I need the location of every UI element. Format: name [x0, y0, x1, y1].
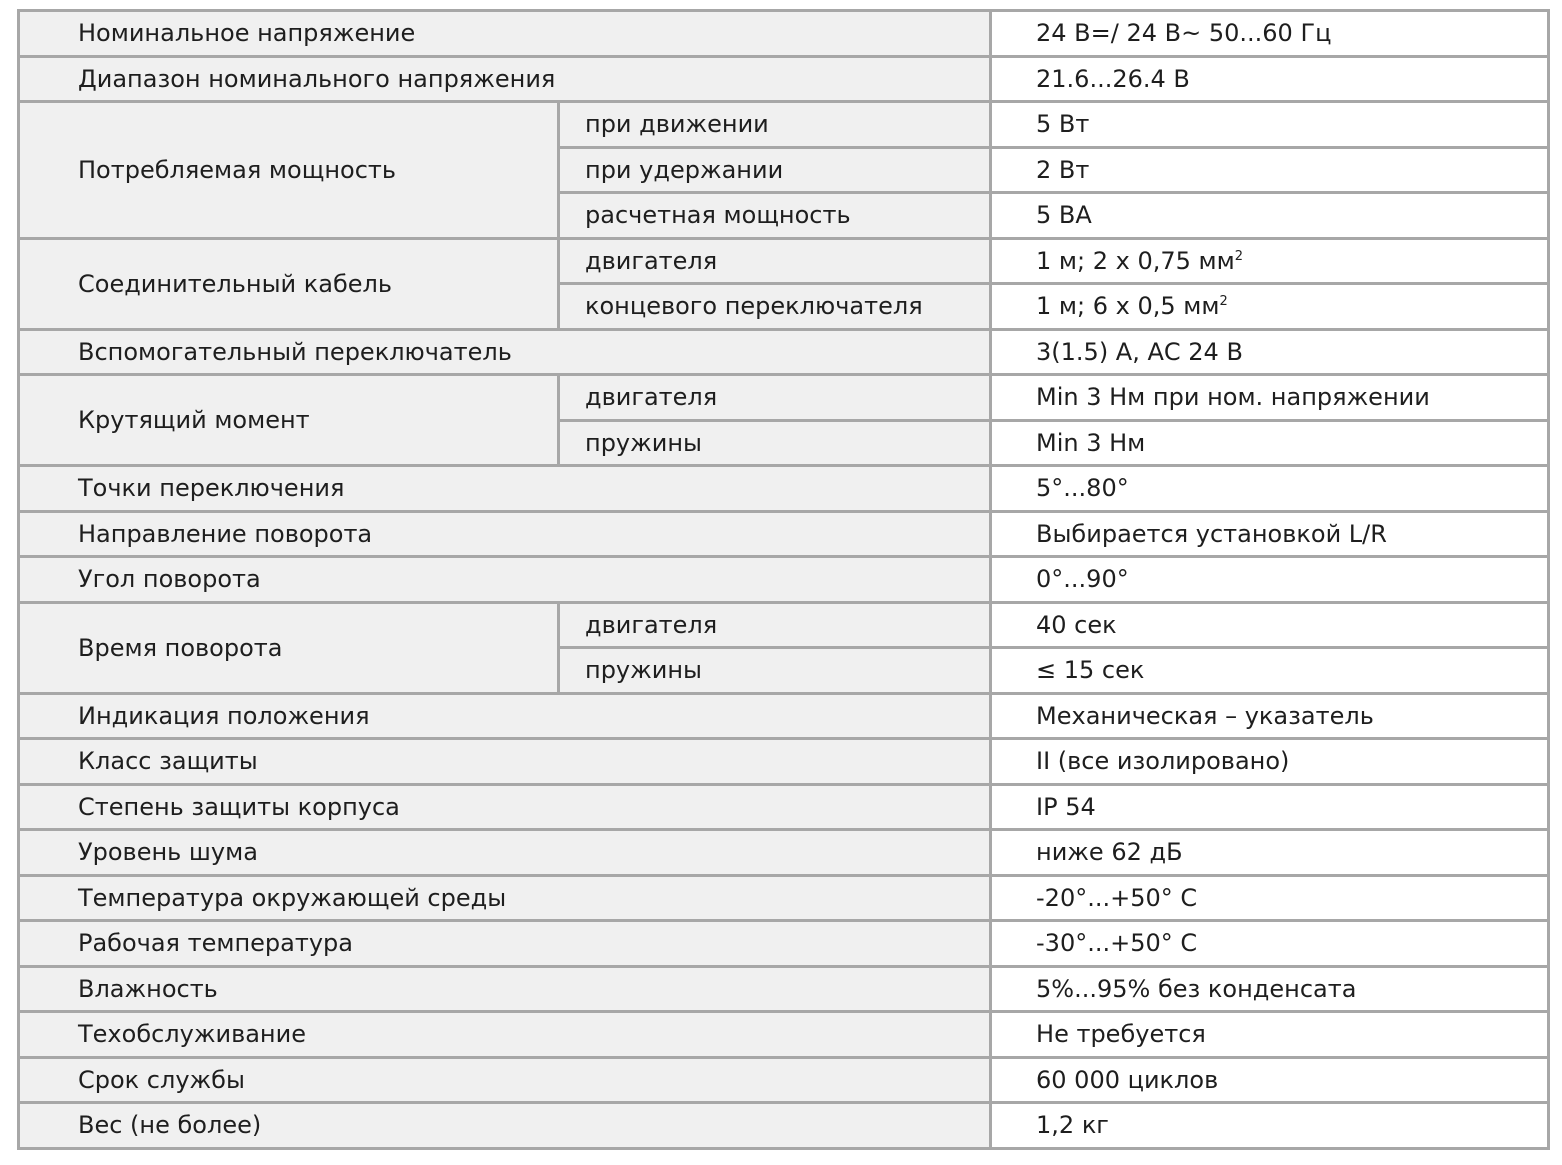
table-row — [19, 238, 1549, 284]
table-row — [19, 830, 1549, 876]
param-label: Номинальное напряжение — [19, 11, 991, 57]
table-row — [19, 921, 1549, 967]
param-label: Класс защиты — [19, 739, 991, 785]
param-label: Вспомогательный переключатель — [19, 329, 991, 375]
param-label: Угол поворота — [19, 557, 991, 603]
param-value: 21.6...26.4 В — [991, 56, 1549, 102]
param-value: -20°...+50° С — [991, 875, 1549, 921]
param-label: Уровень шума — [19, 830, 991, 876]
param-label: Вес (не более) — [19, 1103, 991, 1149]
table-row — [19, 1012, 1549, 1058]
unit-superscript: 2 — [1234, 248, 1244, 264]
param-value: IP 54 — [991, 784, 1549, 830]
sub-param-label: пружины — [559, 648, 991, 694]
spec-table-body — [19, 11, 1549, 1149]
table-row — [19, 693, 1549, 739]
sub-param-label: расчетная мощность — [559, 193, 991, 239]
sub-param-label: двигателя — [559, 238, 991, 284]
sub-param-label: двигателя — [559, 375, 991, 421]
param-label: Крутящий момент — [19, 375, 559, 466]
param-label: Температура окружающей среды — [19, 875, 991, 921]
param-value — [991, 102, 1549, 148]
spec-table — [17, 9, 1550, 1150]
param-value — [991, 238, 1549, 284]
table-row — [19, 784, 1549, 830]
param-label: Потребляемая мощность — [19, 102, 559, 239]
param-label: Техобслуживание — [19, 1012, 991, 1058]
table-row — [19, 557, 1549, 603]
table-row — [19, 375, 1549, 421]
sub-param-label: двигателя — [559, 602, 991, 648]
table-row — [19, 56, 1549, 102]
param-value: Выбирается установкой L/R — [991, 511, 1549, 557]
param-value-text: 5 ВА — [1036, 201, 1092, 230]
sub-param-label: пружины — [559, 420, 991, 466]
param-label: Время поворота — [19, 602, 559, 693]
sub-param-label: при движении — [559, 102, 991, 148]
param-value-text: ≤ 15 сек — [1036, 656, 1145, 685]
table-row — [19, 875, 1549, 921]
param-label: Соединительный кабель — [19, 238, 559, 329]
table-row — [19, 11, 1549, 57]
param-label: Диапазон номинального напряжения — [19, 56, 991, 102]
table-row — [19, 602, 1549, 648]
param-value: 5%...95% без конденсата — [991, 966, 1549, 1012]
param-value-text: 40 сек — [1036, 610, 1117, 639]
param-value — [991, 193, 1549, 239]
param-value-text: 1 м; 2 х 0,75 мм — [1036, 246, 1235, 275]
table-row — [19, 329, 1549, 375]
param-value: 3(1.5) А, АС 24 В — [991, 329, 1549, 375]
param-value-text: 2 Вт — [1036, 155, 1090, 184]
param-label: Рабочая температура — [19, 921, 991, 967]
param-label: Индикация положения — [19, 693, 991, 739]
table-row — [19, 511, 1549, 557]
param-label: Срок службы — [19, 1057, 991, 1103]
param-value — [991, 648, 1549, 694]
param-value: 0°...90° — [991, 557, 1549, 603]
param-value: 1,2 кг — [991, 1103, 1549, 1149]
table-row — [19, 466, 1549, 512]
table-row — [19, 1103, 1549, 1149]
param-label: Точки переключения — [19, 466, 991, 512]
table-row — [19, 739, 1549, 785]
param-value: -30°...+50° С — [991, 921, 1549, 967]
param-value — [991, 147, 1549, 193]
param-value: Механическая – указатель — [991, 693, 1549, 739]
param-value: 60 000 циклов — [991, 1057, 1549, 1103]
param-value: 5°...80° — [991, 466, 1549, 512]
table-row — [19, 1057, 1549, 1103]
param-value: 24 В=/ 24 В~ 50...60 Гц — [991, 11, 1549, 57]
param-label: Степень защиты корпуса — [19, 784, 991, 830]
param-value — [991, 375, 1549, 421]
param-value-text: 5 Вт — [1036, 110, 1090, 139]
param-label: Влажность — [19, 966, 991, 1012]
param-value: ниже 62 дБ — [991, 830, 1549, 876]
param-label: Направление поворота — [19, 511, 991, 557]
table-row — [19, 102, 1549, 148]
param-value — [991, 284, 1549, 330]
unit-superscript: 2 — [1219, 294, 1228, 310]
param-value-text: Min 3 Нм — [1036, 428, 1146, 457]
param-value — [991, 602, 1549, 648]
sub-param-label: при удержании — [559, 147, 991, 193]
sub-param-label: концевого переключателя — [559, 284, 991, 330]
param-value: II (все изолировано) — [991, 739, 1549, 785]
param-value-text: 1 м; 6 х 0,5 мм — [1036, 292, 1220, 321]
table-row — [19, 966, 1549, 1012]
param-value — [991, 420, 1549, 466]
param-value: Не требуется — [991, 1012, 1549, 1058]
param-value-text: Min 3 Нм при ном. напряжении — [1036, 383, 1430, 412]
